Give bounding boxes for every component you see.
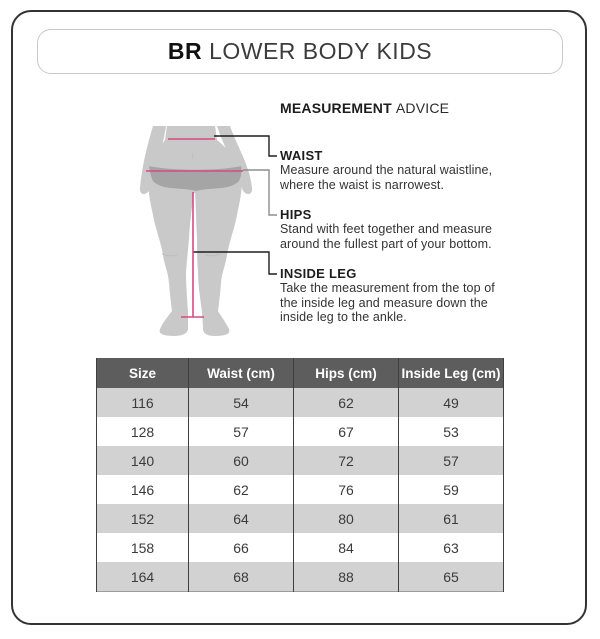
advice-heading-bold: MEASUREMENT <box>280 100 392 116</box>
table-cell: 67 <box>294 417 399 446</box>
table-cell: 88 <box>294 562 399 592</box>
inside-leg-section-label: INSIDE LEG <box>280 266 357 281</box>
size-table-head-row <box>97 358 504 388</box>
table-cell: 54 <box>189 388 294 417</box>
text-line: around the fullest part of your bottom. <box>280 236 492 251</box>
table-cell: 60 <box>189 446 294 475</box>
table-cell: 64 <box>189 504 294 533</box>
text-line: where the waist is narrowest. <box>280 177 445 192</box>
table-cell: 158 <box>97 533 189 562</box>
column-header: Inside Leg (cm) <box>399 358 504 388</box>
lower-body-figure <box>130 95 290 350</box>
table-cell: 65 <box>399 562 504 592</box>
table-cell: 164 <box>97 562 189 592</box>
table-row <box>97 475 504 504</box>
inside-leg-section-text <box>280 281 515 325</box>
text-line: inside leg to the ankle. <box>280 310 407 325</box>
waist-section-label: WAIST <box>280 148 323 163</box>
page-title: LOWER BODY KIDS <box>209 38 433 64</box>
table-cell: 66 <box>189 533 294 562</box>
advice-heading-regular: ADVICE <box>395 100 450 116</box>
size-table-body <box>97 388 504 592</box>
hips-section-label: HIPS <box>280 207 312 222</box>
table-row <box>97 388 504 417</box>
table-cell: 80 <box>294 504 399 533</box>
table-cell: 68 <box>189 562 294 592</box>
table-cell: 116 <box>97 388 189 417</box>
table-cell: 72 <box>294 446 399 475</box>
text-line: Measure around the natural waistline, <box>280 163 493 177</box>
table-cell: 76 <box>294 475 399 504</box>
column-header: Size <box>97 358 189 388</box>
column-header: Waist (cm) <box>189 358 294 388</box>
table-cell: 84 <box>294 533 399 562</box>
body-silhouette <box>148 126 242 336</box>
table-row <box>97 417 504 446</box>
table-cell: 59 <box>399 475 504 504</box>
hips-section-text <box>280 222 515 251</box>
table-cell: 62 <box>294 388 399 417</box>
table-cell: 152 <box>97 504 189 533</box>
table-row <box>97 504 504 533</box>
title-banner <box>37 29 563 74</box>
text-line: Stand with feet together and measure <box>280 222 493 236</box>
table-cell: 49 <box>399 388 504 417</box>
waist-section-text <box>280 163 515 192</box>
table-cell: 140 <box>97 446 189 475</box>
table-cell: 57 <box>399 446 504 475</box>
table-row <box>97 562 504 592</box>
table-row <box>97 533 504 562</box>
table-cell: 53 <box>399 417 504 446</box>
table-cell: 62 <box>189 475 294 504</box>
column-header: Hips (cm) <box>294 358 399 388</box>
size-table <box>96 358 504 592</box>
brand-label: BR <box>167 38 203 64</box>
table-cell: 57 <box>189 417 294 446</box>
text-line: Take the measurement from the top of <box>280 281 495 295</box>
table-row <box>97 446 504 475</box>
table-cell: 128 <box>97 417 189 446</box>
measurement-advice-heading <box>280 100 515 116</box>
table-cell: 146 <box>97 475 189 504</box>
table-cell: 63 <box>399 533 504 562</box>
text-line: the inside leg and measure down the <box>280 295 488 310</box>
table-cell: 61 <box>399 504 504 533</box>
